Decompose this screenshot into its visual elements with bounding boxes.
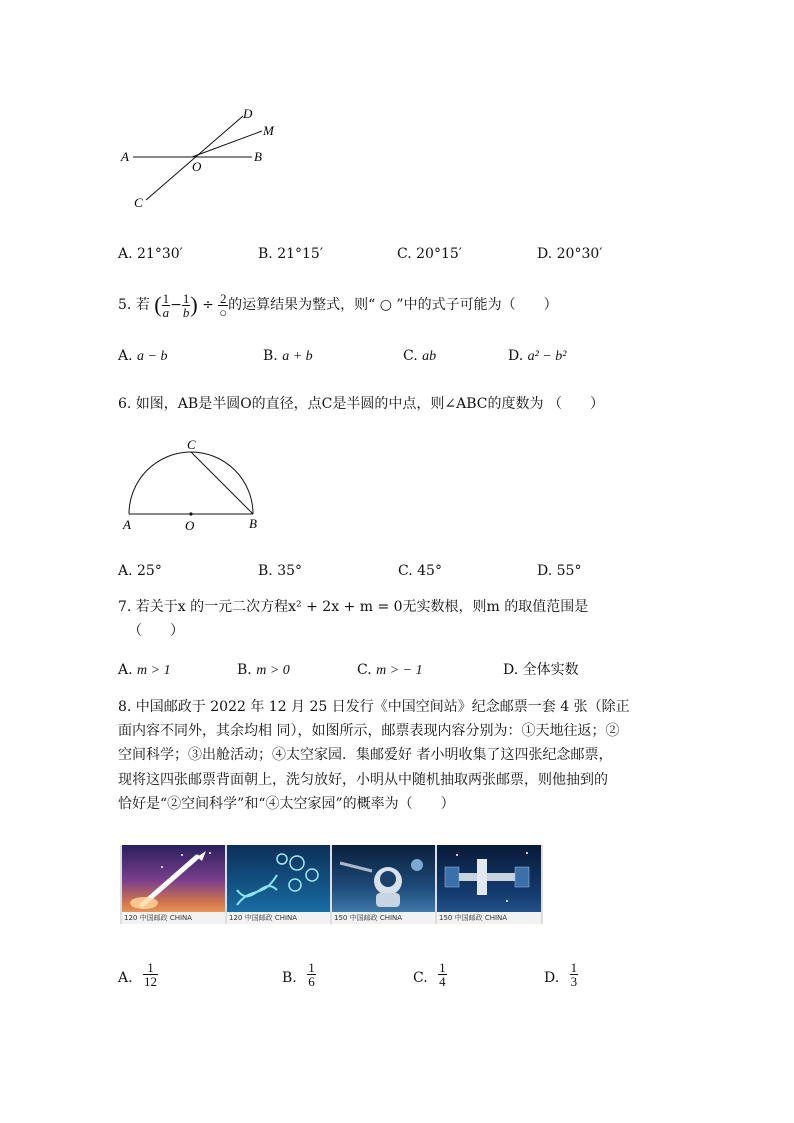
stamp-space-home — [437, 845, 541, 924]
stamp-earth-space-return — [122, 845, 225, 924]
label-a: A — [121, 149, 129, 164]
q6-option-d: D. 55° — [537, 563, 582, 579]
q4-option-c: C. 20°15′ — [397, 246, 462, 262]
stamp-value: 120 — [229, 914, 243, 922]
q6-option-b: B. 35° — [258, 563, 303, 579]
q5-stem: 5. 若 ( $\frac{1}{a}$ − $\frac{1}{b}$ ) ÷ $\frac{2}{○}$ 的运算结果为整式，则“ ○ ”中的式子可能为（ ） — [118, 290, 558, 320]
stamp-space-science — [227, 845, 330, 924]
q8-stem-line3: 空间科学；③出舱活动；④太空家园．集邮爱好 者小明收集了这四张纪念邮票， — [118, 747, 613, 763]
stamp-extravehicular-activity — [332, 845, 435, 924]
figure-semicircle — [115, 436, 275, 536]
q7-option-a: A. m > 1 — [118, 662, 171, 678]
q8-stem-line1: 8. 中国邮政于 2022 年 12 月 25 日发行《中国空间站》纪念邮票一套 4 张（除正 — [118, 699, 630, 715]
q5-option-d: D. a² − b² — [508, 348, 567, 364]
label-o: O — [192, 159, 202, 174]
q6-option-c: C. 45° — [398, 563, 442, 579]
space-station-icon — [437, 845, 541, 912]
q8-stem-line4: 现将这四张邮票背面朝上，洗匀放好，小明从中随机抽取两张邮票，则他抽到的 — [118, 772, 608, 788]
dna-icon — [227, 845, 330, 912]
stamp-strip — [120, 845, 543, 924]
q7-stem-line1: 7. 若关于x 的一元二次方程x² + 2x + m = 0无实数根，则m 的取值范围是 — [118, 599, 589, 615]
stamp-value: 150 — [334, 914, 348, 922]
stamp-value: 150 — [439, 914, 453, 922]
q5-option-a: A. a − b — [118, 348, 168, 364]
stamp-value: 120 — [124, 914, 138, 922]
stamp-country: 中国邮政 CHINA — [139, 914, 193, 922]
semicircle-arc — [129, 452, 253, 514]
label-a: A — [123, 517, 131, 532]
chord-bc — [191, 452, 253, 514]
q7-stem-line2: （ ） — [128, 623, 184, 639]
q7-option-c: C. m > − 1 — [357, 662, 423, 678]
label-c: C — [134, 195, 143, 210]
q7-option-d: D. 全体实数 — [503, 662, 579, 678]
q6-stem: 6. 如图，AB是半圆O的直径，点C是半圆的中点，则∠ABC的度数为 （ ） — [118, 396, 604, 412]
label-c: C — [187, 437, 196, 452]
q8-option-b: B. $\frac{1}{6}$ — [282, 960, 315, 989]
q8-option-a: A. $\frac{1}{12}$ — [118, 960, 158, 989]
q8-stem-line2: 面内容不同外，其余均相 同），如图所示，邮票表现内容分别为：①天地往返；② — [118, 723, 620, 739]
q8-stem-line5: 恰好是“②空间科学”和“④太空家园”的概率为（ ） — [118, 796, 455, 812]
q4-option-b: B. 21°15′ — [258, 246, 324, 262]
astronaut-icon — [332, 845, 435, 912]
stamp-country: 中国邮政 CHINA — [244, 914, 298, 922]
q4-option-a: A. 21°30′ — [118, 246, 183, 262]
figure-intersecting-lines — [115, 100, 290, 215]
q6-option-a: A. 25° — [118, 563, 162, 579]
stamp-country: 中国邮政 CHINA — [454, 914, 508, 922]
label-o: O — [185, 518, 195, 533]
ray-om — [192, 131, 262, 157]
label-d: D — [243, 106, 253, 121]
q4-option-d: D. 20°30′ — [537, 246, 603, 262]
rocket-icon — [122, 845, 225, 912]
stamp-country: 中国邮政 CHINA — [349, 914, 403, 922]
q8-option-c: C. $\frac{1}{4}$ — [413, 960, 446, 989]
center-point-o — [189, 512, 192, 515]
label-b: B — [254, 149, 262, 164]
label-m: M — [263, 123, 274, 138]
q8-option-d: D. $\frac{1}{3}$ — [544, 960, 578, 989]
line-cd — [146, 116, 243, 200]
q7-option-b: B. m > 0 — [237, 662, 290, 678]
label-b: B — [249, 516, 257, 531]
q5-option-c: C. ab — [403, 348, 437, 364]
q5-option-b: B. a + b — [263, 348, 313, 364]
